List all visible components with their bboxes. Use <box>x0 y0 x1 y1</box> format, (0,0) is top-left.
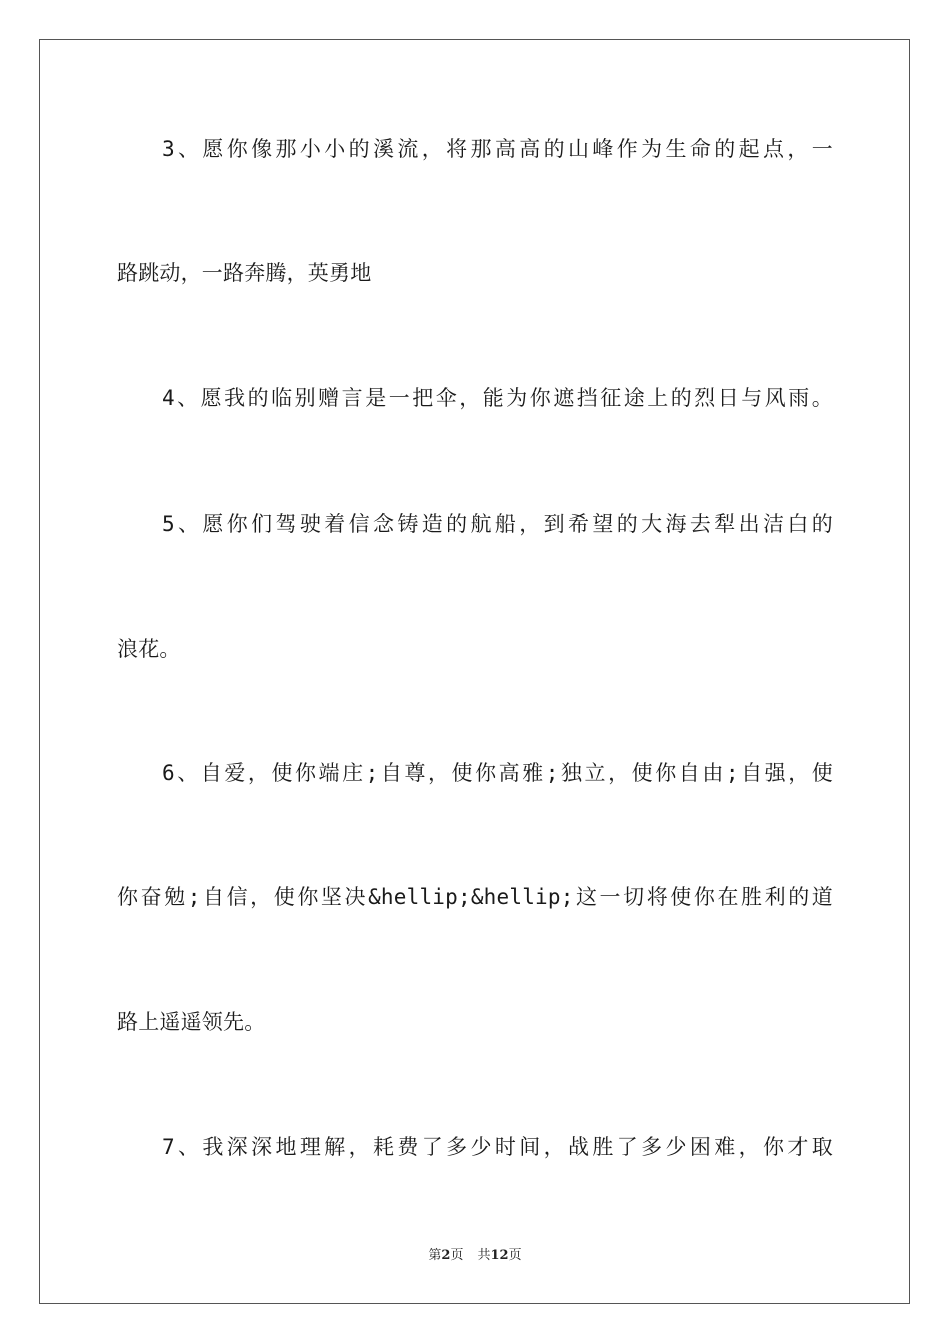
page-unit: 页 <box>450 1248 464 1263</box>
paragraph-6-line-3: 路上遥遥领先。 <box>117 1010 266 1034</box>
paragraph-3-line-2: 路跳动，一路奔腾，英勇地 <box>117 261 372 285</box>
total-prefix: 共 <box>477 1248 491 1263</box>
paragraph-6-line-1: 6、自爱，使你端庄;自尊，使你高雅;独立，使你自由;自强，使 <box>162 761 833 785</box>
page-frame <box>39 39 910 1304</box>
page-prefix: 第 <box>428 1248 442 1263</box>
paragraph-7-line-1: 7、我深深地理解，耗费了多少时间，战胜了多少困难，你才取 <box>162 1135 833 1159</box>
total-unit: 页 <box>508 1248 522 1263</box>
paragraph-6-line-2: 你奋勉;自信，使你坚决&hellip;&hellip;这一切将使你在胜利的道 <box>117 885 833 909</box>
paragraph-3-line-1: 3、愿你像那小小的溪流，将那高高的山峰作为生命的起点，一 <box>162 137 833 161</box>
paragraph-5-line-2: 浪花。 <box>117 637 181 661</box>
paragraph-5-line-1: 5、愿你们驾驶着信念铸造的航船，到希望的大海去犁出洁白的 <box>162 512 833 536</box>
total-page-count: 12 <box>490 1248 509 1263</box>
current-page-number: 2 <box>441 1248 451 1263</box>
paragraph-4-line-1: 4、愿我的临别赠言是一把伞，能为你遮挡征途上的烈日与风雨。 <box>162 386 833 410</box>
page-footer <box>0 1247 950 1265</box>
